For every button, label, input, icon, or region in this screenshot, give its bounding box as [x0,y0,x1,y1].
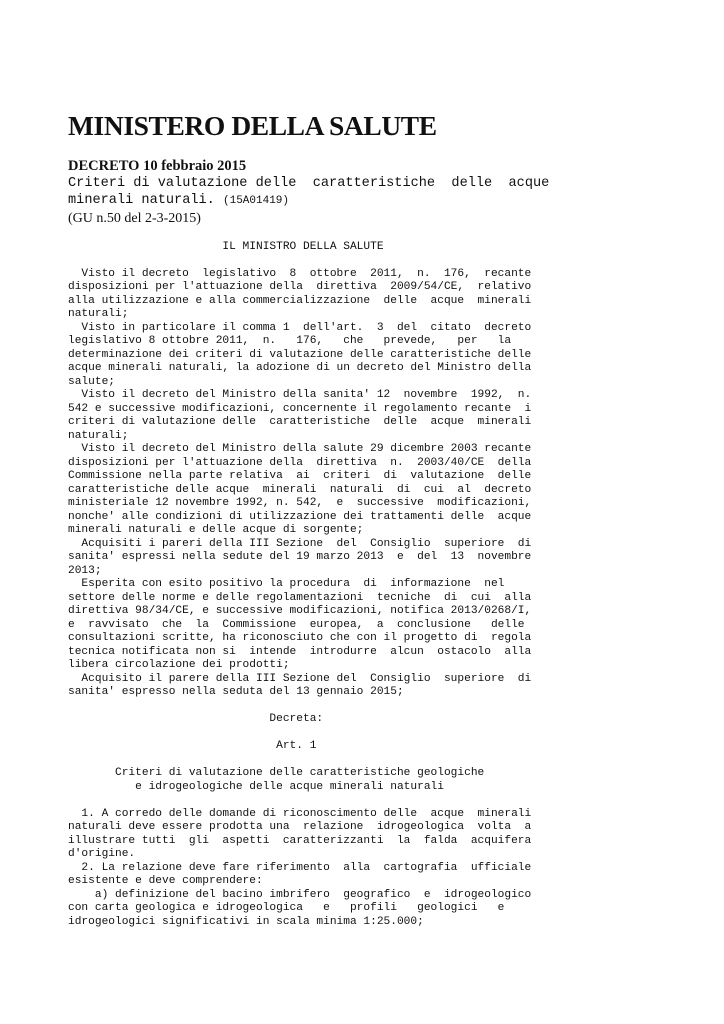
body-line: 1. A corredo delle domande di riconoscimento delle acque minerali [68,807,532,820]
body-line: 2013; [68,564,102,577]
body-line [68,227,576,241]
body-line: con carta geologica e idrogeologica e profili geologici e [68,902,505,914]
body-line: naturali; [68,429,129,442]
body-line: libera circolazione dei prodotti; [68,659,290,671]
body-line: Art. 1 [68,740,317,752]
body-line: Acquisito il parere della III Sezione del Consiglio superiore di [68,672,532,685]
body-line: sanita' espresso nella seduta del 13 gennaio 2015; [68,686,404,698]
body-line: Decreta: [68,713,324,725]
body-line: direttiva 98/34/CE, e successive modificazioni, notifica 2013/0268/I, [68,605,532,617]
body-line: criteri di valutazione delle caratteristiche delle acque minerali [68,416,532,428]
body-line: acque minerali naturali, la adozione di un decreto del Ministro della [68,362,532,374]
body-line: disposizioni per l'attuazione della direttiva n. 2003/40/CE della [68,456,532,469]
body-line: Commissione nella parte relativa ai criteri di valutazione delle [68,470,532,482]
subject-line-2: minerali naturali. [68,193,223,208]
body-line: e ravvisato che la Commissione europea, a conclusione delle [68,618,525,631]
gazette-reference: (GU n.50 del 2-3-2015) [68,211,201,226]
body-line: nonche' alle condizioni di utilizzazione dei trattamenti delle acque [68,510,532,523]
body-line [68,727,576,741]
body-line: tecnica notificata non si intende introdurre alcun ostacolo alla [68,645,532,658]
body-line: Visto il decreto legislativo 8 ottobre 2011, n. 176, recante [68,267,532,280]
decree-subject [68,175,576,210]
body-line: Visto il decreto del Ministro della sanita' 12 novembre 1992, n. [68,389,532,401]
body-line: Esperita con esito positivo la procedura di informazione nel [68,578,505,590]
body-line [68,794,576,808]
subject-code: (15A01419) [223,195,290,207]
body-line: Visto il decreto del Ministro della salute 29 dicembre 2003 recante [68,443,532,455]
body-line: naturali; [68,308,129,320]
decree-title: DECRETO 10 febbraio 2015 [68,158,247,174]
body-line: a) definizione del bacino imbrifero geografico e idrogeologico [68,888,532,901]
body-line: Visto in particolare il comma 1 dell'art. 3 del citato decreto [68,321,532,334]
body-line: illustrare tutti gli aspetti caratterizzanti la falda acquifera [68,834,532,847]
decree-body [68,227,576,929]
body-line: disposizioni per l'attuazione della direttiva 2009/54/CE, relativo [68,281,532,293]
body-line [68,700,576,714]
ministry-title: MINISTERO DELLA SALUTE [68,110,437,141]
body-line: minerali naturali e delle acque di sorgente; [68,524,364,536]
body-line: e idrogeologiche delle acque minerali naturali [68,780,444,793]
body-line: salute; [68,375,115,388]
body-line: legislativo 8 ottobre 2011, n. 176, che prevede, per la [68,335,512,347]
body-line: determinazione dei criteri di valutazione delle caratteristiche delle [68,348,532,361]
body-line: settore delle norme e delle regolamentazioni tecniche di cui alla [68,591,532,604]
body-line: 2. La relazione deve fare riferimento alla cartografia ufficiale [68,861,532,874]
body-line: sanita' espressi nella sedute del 19 marzo 2013 e del 13 novembre [68,551,532,563]
document-page [68,108,576,929]
body-line [68,754,576,768]
body-line [68,254,576,268]
body-line: Acquisiti i pareri della III Sezione del Consiglio superiore di [68,537,532,550]
body-line: idrogeologici significativi in scala minima 1:25.000; [68,915,424,928]
subject-line-1: Criteri di valutazione delle caratteristiche delle acque [68,176,550,191]
body-line: IL MINISTRO DELLA SALUTE [68,240,384,253]
body-line: naturali deve essere prodotta una relazione idrogeologica volta a [68,821,532,833]
body-line: consultazioni scritte, ha riconosciuto che con il progetto di regola [68,632,532,644]
body-line: alla utilizzazione e alla commercializzazione delle acque minerali [68,294,532,307]
body-line: caratteristiche delle acque minerali naturali di cui al decreto [68,483,532,496]
body-line: Criteri di valutazione delle caratteristiche geologiche [68,767,485,779]
body-line: 542 e successive modificazioni, concernente il regolamento recante i [68,402,532,415]
body-line: d'origine. [68,848,136,860]
body-line: esistente e deve comprendere: [68,875,263,887]
body-line: ministeriale 12 novembre 1992, n. 542, e successive modificazioni, [68,497,532,509]
